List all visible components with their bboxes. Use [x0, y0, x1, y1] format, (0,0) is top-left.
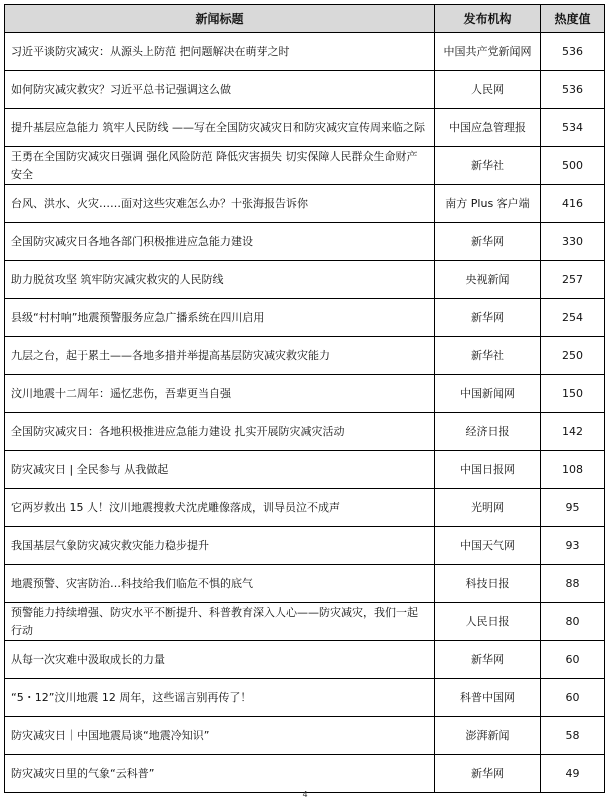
heat-value-cell: 254	[541, 299, 605, 337]
publisher-cell: 经济日报	[435, 413, 541, 451]
publisher-cell: 新华社	[435, 337, 541, 375]
news-title-cell: 汶川地震十二周年：遥忆悲伤，吾辈更当自强	[5, 375, 435, 413]
publisher-cell: 新华网	[435, 299, 541, 337]
heat-value-cell: 88	[541, 565, 605, 603]
heat-value-cell: 500	[541, 147, 605, 185]
heat-value-cell: 416	[541, 185, 605, 223]
news-title-cell: 提升基层应急能力 筑牢人民防线 ——写在全国防灾减灾日和防灾减灾宣传周来临之际	[5, 109, 435, 147]
heat-value-cell: 536	[541, 71, 605, 109]
heat-value-cell: 250	[541, 337, 605, 375]
publisher-cell: 光明网	[435, 489, 541, 527]
news-title-cell: 县级“村村响”地震预警服务应急广播系统在四川启用	[5, 299, 435, 337]
header-title: 新闻标题	[5, 5, 435, 33]
news-title-cell: 全国防灾减灾日：各地积极推进应急能力建设 扎实开展防灾减灾活动	[5, 413, 435, 451]
news-title-cell: “5・12”汶川地震 12 周年，这些谣言别再传了！	[5, 679, 435, 717]
table-row	[5, 375, 605, 413]
news-title-cell: 防灾减灾日里的气象“云科普”	[5, 755, 435, 793]
publisher-cell: 新华网	[435, 755, 541, 793]
news-title-cell: 全国防灾减灾日各地各部门积极推进应急能力建设	[5, 223, 435, 261]
news-title-cell: 王勇在全国防灾减灾日强调 强化风险防范 降低灾害损失 切实保障人民群众生命财产安全	[5, 147, 435, 185]
news-title-cell: 防灾减灾日 | 全民参与 从我做起	[5, 451, 435, 489]
table-row	[5, 223, 605, 261]
table-row	[5, 565, 605, 603]
heat-value-cell: 58	[541, 717, 605, 755]
heat-value-cell: 60	[541, 641, 605, 679]
table-header-row	[5, 5, 605, 33]
publisher-cell: 中国新闻网	[435, 375, 541, 413]
heat-value-cell: 534	[541, 109, 605, 147]
table-row	[5, 261, 605, 299]
publisher-cell: 新华社	[435, 147, 541, 185]
publisher-cell: 澎湃新闻	[435, 717, 541, 755]
news-title-cell: 习近平谈防灾减灾：从源头上防范 把问题解决在萌芽之时	[5, 33, 435, 71]
table-row	[5, 185, 605, 223]
page-number: 4	[302, 790, 308, 799]
heat-value-cell: 49	[541, 755, 605, 793]
publisher-cell: 人民网	[435, 71, 541, 109]
table-row	[5, 641, 605, 679]
heat-value-cell: 95	[541, 489, 605, 527]
publisher-cell: 中国日报网	[435, 451, 541, 489]
table-row	[5, 755, 605, 793]
heat-value-cell: 142	[541, 413, 605, 451]
heat-value-cell: 80	[541, 603, 605, 641]
table-row	[5, 489, 605, 527]
publisher-cell: 南方 Plus 客户端	[435, 185, 541, 223]
news-title-cell: 防灾减灾日｜中国地震局谈“地震冷知识”	[5, 717, 435, 755]
table-row	[5, 147, 605, 185]
table-row	[5, 451, 605, 489]
news-title-cell: 地震预警、灾害防治…科技给我们临危不惧的底气	[5, 565, 435, 603]
publisher-cell: 人民日报	[435, 603, 541, 641]
news-title-cell: 九层之台，起于累土——各地多措并举提高基层防灾减灾救灾能力	[5, 337, 435, 375]
header-heat: 热度值	[541, 5, 605, 33]
publisher-cell: 科普中国网	[435, 679, 541, 717]
news-title-cell: 如何防灾减灾救灾？习近平总书记强调这么做	[5, 71, 435, 109]
news-title-cell: 预警能力持续增强、防灾水平不断提升、科普教育深入人心——防灾减灾，我们一起行动	[5, 603, 435, 641]
heat-value-cell: 150	[541, 375, 605, 413]
news-title-cell: 它两岁救出 15 人！汶川地震搜救犬沈虎雕像落成，训导员泣不成声	[5, 489, 435, 527]
news-title-cell: 从每一次灾难中汲取成长的力量	[5, 641, 435, 679]
publisher-cell: 新华网	[435, 641, 541, 679]
news-title-cell: 我国基层气象防灾减灾救灾能力稳步提升	[5, 527, 435, 565]
publisher-cell: 科技日报	[435, 565, 541, 603]
heat-value-cell: 257	[541, 261, 605, 299]
news-table	[4, 4, 605, 793]
heat-value-cell: 108	[541, 451, 605, 489]
news-title-cell: 助力脱贫攻坚 筑牢防灾减灾救灾的人民防线	[5, 261, 435, 299]
table-row	[5, 527, 605, 565]
table-row	[5, 413, 605, 451]
table-row	[5, 717, 605, 755]
table-row	[5, 603, 605, 641]
header-org: 发布机构	[435, 5, 541, 33]
publisher-cell: 中国应急管理报	[435, 109, 541, 147]
heat-value-cell: 330	[541, 223, 605, 261]
publisher-cell: 央视新闻	[435, 261, 541, 299]
heat-value-cell: 536	[541, 33, 605, 71]
publisher-cell: 中国天气网	[435, 527, 541, 565]
table-row	[5, 71, 605, 109]
table-row	[5, 679, 605, 717]
publisher-cell: 新华网	[435, 223, 541, 261]
heat-value-cell: 93	[541, 527, 605, 565]
table-row	[5, 337, 605, 375]
table-row	[5, 109, 605, 147]
heat-value-cell: 60	[541, 679, 605, 717]
table-row	[5, 299, 605, 337]
table-row	[5, 33, 605, 71]
publisher-cell: 中国共产党新闻网	[435, 33, 541, 71]
news-title-cell: 台风、洪水、火灾……面对这些灾难怎么办？十张海报告诉你	[5, 185, 435, 223]
